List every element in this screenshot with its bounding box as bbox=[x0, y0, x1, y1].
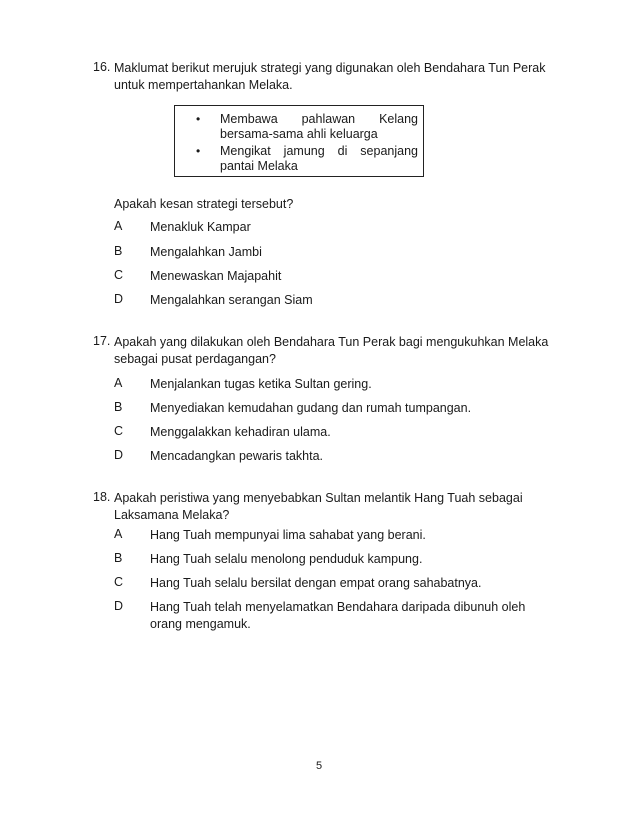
option-letter: A bbox=[114, 376, 123, 390]
option-letter: D bbox=[114, 448, 124, 462]
question-16-number: 16. bbox=[93, 60, 111, 74]
option-text: Menggalakkan kehadiran ulama. bbox=[150, 425, 331, 439]
option-text: Hang Tuah mempunyai lima sahabat yang berani. bbox=[150, 528, 426, 542]
option-text: Hang Tuah selalu menolong penduduk kampung. bbox=[150, 552, 423, 566]
option-letter: A bbox=[114, 527, 123, 541]
option-text: Menjalankan tugas ketika Sultan gering. bbox=[150, 377, 372, 391]
bullet-icon: • bbox=[196, 144, 201, 158]
question-17-text: Apakah yang dilakukan oleh Bendahara Tun Perak bagi mengukuhkan Melaka sebagai pusat perdagangan? bbox=[114, 335, 549, 366]
option-text: Menewaskan Majapahit bbox=[150, 269, 282, 283]
question-18-number: 18. bbox=[93, 490, 111, 504]
info-box-item-2: Mengikat jamung di sepanjang pantai Melaka bbox=[220, 144, 418, 173]
info-box bbox=[174, 105, 424, 177]
info-box-item-1: Membawa pahlawan Kelang bersama-sama ahli keluarga bbox=[220, 112, 418, 141]
option-letter: B bbox=[114, 400, 123, 414]
question-16-text: Maklumat berikut merujuk strategi yang digunakan oleh Bendahara Tun Perak untuk mempertahankan Melaka. bbox=[114, 61, 546, 92]
option-letter: B bbox=[114, 244, 123, 258]
option-text: Hang Tuah telah menyelamatkan Bendahara daripada dibunuh oleh orang mengamuk. bbox=[150, 600, 526, 631]
option-letter: B bbox=[114, 551, 123, 565]
question-17-number: 17. bbox=[93, 334, 111, 348]
question-16-prompt: Apakah kesan strategi tersebut? bbox=[114, 197, 294, 211]
question-18-text: Apakah peristiwa yang menyebabkan Sultan melantik Hang Tuah sebagai Laksamana Melaka? bbox=[114, 491, 523, 522]
option-text: Hang Tuah selalu bersilat dengan empat orang sahabatnya. bbox=[150, 576, 482, 590]
option-text: Mencadangkan pewaris takhta. bbox=[150, 449, 324, 463]
page-number: 5 bbox=[315, 760, 323, 772]
option-letter: D bbox=[114, 292, 124, 306]
option-letter: C bbox=[114, 268, 124, 282]
option-text: Mengalahkan serangan Siam bbox=[150, 293, 313, 307]
option-text: Mengalahkan Jambi bbox=[150, 245, 262, 259]
option-letter: C bbox=[114, 424, 124, 438]
option-letter: A bbox=[114, 219, 123, 233]
option-text: Menyediakan kemudahan gudang dan rumah tumpangan. bbox=[150, 401, 472, 415]
option-letter: C bbox=[114, 575, 124, 589]
option-letter: D bbox=[114, 599, 124, 613]
option-text: Menakluk Kampar bbox=[150, 220, 251, 234]
bullet-icon: • bbox=[196, 112, 201, 126]
